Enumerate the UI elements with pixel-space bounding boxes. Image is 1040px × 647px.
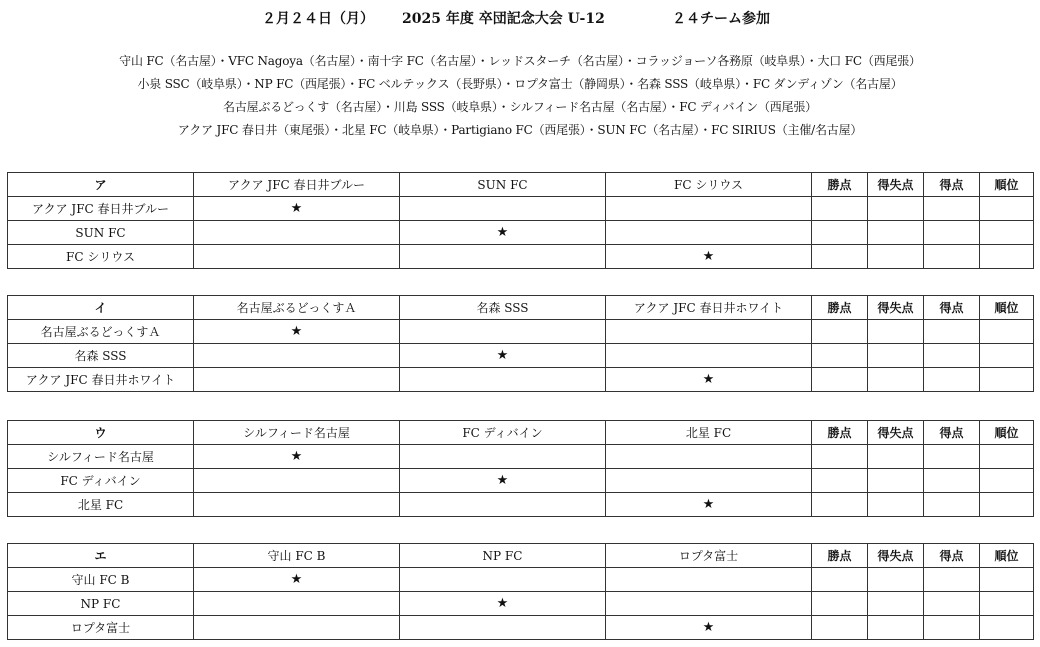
star-icon: ★ xyxy=(496,348,509,363)
stat-cell xyxy=(868,197,924,221)
column-team-name: 守山 FC B xyxy=(194,544,400,568)
row-team-name: アクア JFC 春日井ホワイト xyxy=(8,368,194,392)
group-name: イ xyxy=(8,296,194,320)
star-icon: ★ xyxy=(496,225,509,240)
row-team-name: SUN FC xyxy=(8,221,194,245)
stat-cell xyxy=(868,592,924,616)
stat-cell xyxy=(812,344,868,368)
stat-cell xyxy=(812,320,868,344)
row-team-name: NP FC xyxy=(8,592,194,616)
stat-cell xyxy=(980,493,1034,517)
self-match-star xyxy=(194,445,400,469)
column-team-name: FC ディバイン xyxy=(400,421,606,445)
column-team-name: SUN FC xyxy=(400,173,606,197)
table-row xyxy=(8,592,1034,616)
star-icon: ★ xyxy=(496,473,509,488)
self-match-star xyxy=(606,368,812,392)
stat-cell xyxy=(980,245,1034,269)
stat-header: 得点 xyxy=(924,421,980,445)
stat-header: 得失点 xyxy=(868,421,924,445)
row-team-name: アクア JFC 春日井ブルー xyxy=(8,197,194,221)
group-header-row xyxy=(8,173,1034,197)
stat-cell xyxy=(868,245,924,269)
row-team-name: 名森 SSS xyxy=(8,344,194,368)
group-header-row xyxy=(8,544,1034,568)
table-row xyxy=(8,493,1034,517)
row-team-name: 名古屋ぶるどっくすＡ xyxy=(8,320,194,344)
stat-cell xyxy=(812,616,868,640)
match-result-cell xyxy=(606,320,812,344)
stat-cell xyxy=(924,245,980,269)
match-result-cell xyxy=(606,221,812,245)
stat-header: 順位 xyxy=(980,173,1034,197)
group-table xyxy=(7,420,1034,517)
stat-cell xyxy=(980,592,1034,616)
match-result-cell xyxy=(606,197,812,221)
self-match-star xyxy=(606,493,812,517)
stat-cell xyxy=(812,197,868,221)
column-team-name: 名森 SSS xyxy=(400,296,606,320)
self-match-star xyxy=(400,469,606,493)
stat-cell xyxy=(812,245,868,269)
column-team-name: 北星 FC xyxy=(606,421,812,445)
stat-cell xyxy=(980,616,1034,640)
stat-cell xyxy=(924,197,980,221)
stat-cell xyxy=(868,616,924,640)
self-match-star xyxy=(606,616,812,640)
stat-cell xyxy=(868,368,924,392)
stat-cell xyxy=(924,320,980,344)
self-match-star xyxy=(194,197,400,221)
match-result-cell xyxy=(194,592,400,616)
stat-cell xyxy=(868,568,924,592)
stat-cell xyxy=(924,469,980,493)
stat-header: 勝点 xyxy=(812,421,868,445)
group-table xyxy=(7,295,1034,392)
stat-header: 得点 xyxy=(924,173,980,197)
stat-cell xyxy=(980,344,1034,368)
stat-cell xyxy=(924,368,980,392)
star-icon: ★ xyxy=(290,201,303,216)
stat-header: 勝点 xyxy=(812,173,868,197)
star-icon: ★ xyxy=(290,572,303,587)
teams-line: 小泉 SSC（岐阜県）・NP FC（西尾張）・FC ベルテックス（長野県）・ロプタ富士（静岡県）・名森 SSS（岐阜県）・FC ダンディゾン（名古屋） xyxy=(137,77,903,91)
stat-cell xyxy=(812,568,868,592)
table-row xyxy=(8,616,1034,640)
match-result-cell xyxy=(194,493,400,517)
match-result-cell xyxy=(400,445,606,469)
stat-header: 勝点 xyxy=(812,296,868,320)
self-match-star xyxy=(400,592,606,616)
group-header-row xyxy=(8,296,1034,320)
stat-cell xyxy=(868,445,924,469)
stat-cell xyxy=(980,221,1034,245)
match-result-cell xyxy=(400,368,606,392)
event-date: ２月２４日（月） xyxy=(262,11,374,27)
group-name: ア xyxy=(8,173,194,197)
match-result-cell xyxy=(400,320,606,344)
row-team-name: FC ディバイン xyxy=(8,469,194,493)
match-result-cell xyxy=(606,344,812,368)
participating-teams-list xyxy=(0,50,1040,142)
match-result-cell xyxy=(400,493,606,517)
column-team-name: FC シリウス xyxy=(606,173,812,197)
self-match-star xyxy=(400,344,606,368)
stat-header: 得失点 xyxy=(868,173,924,197)
self-match-star xyxy=(606,245,812,269)
match-result-cell xyxy=(194,245,400,269)
table-row xyxy=(8,197,1034,221)
match-result-cell xyxy=(606,445,812,469)
row-team-name: 守山 FC B xyxy=(8,568,194,592)
row-team-name: FC シリウス xyxy=(8,245,194,269)
self-match-star xyxy=(400,221,606,245)
match-result-cell xyxy=(194,344,400,368)
stat-cell xyxy=(924,221,980,245)
match-result-cell xyxy=(400,568,606,592)
stat-cell xyxy=(924,445,980,469)
star-icon: ★ xyxy=(702,497,715,512)
star-icon: ★ xyxy=(702,620,715,635)
stat-cell xyxy=(812,469,868,493)
stat-header: 得失点 xyxy=(868,544,924,568)
group-name: ウ xyxy=(8,421,194,445)
stat-cell xyxy=(980,368,1034,392)
group-table xyxy=(7,543,1034,640)
column-team-name: シルフィード名古屋 xyxy=(194,421,400,445)
row-team-name: ロプタ富士 xyxy=(8,616,194,640)
stat-cell xyxy=(868,344,924,368)
match-result-cell xyxy=(194,616,400,640)
stat-header: 順位 xyxy=(980,421,1034,445)
match-result-cell xyxy=(194,469,400,493)
row-team-name: シルフィード名古屋 xyxy=(8,445,194,469)
table-row xyxy=(8,320,1034,344)
table-row xyxy=(8,568,1034,592)
stat-cell xyxy=(980,320,1034,344)
column-team-name: 名古屋ぶるどっくすＡ xyxy=(194,296,400,320)
star-icon: ★ xyxy=(290,449,303,464)
stat-cell xyxy=(980,197,1034,221)
stat-header: 得失点 xyxy=(868,296,924,320)
page-header xyxy=(0,4,1040,28)
star-icon: ★ xyxy=(290,324,303,339)
stat-cell xyxy=(868,221,924,245)
stat-cell xyxy=(924,592,980,616)
stat-cell xyxy=(980,445,1034,469)
stat-header: 勝点 xyxy=(812,544,868,568)
teams-line: 守山 FC（名古屋）・VFC Nagoya（名古屋）・南十字 FC（名古屋）・レッドスターチ（名古屋）・コラッジョーソ各務原（岐阜県）・大口 FC（西尾張） xyxy=(119,54,921,68)
column-team-name: アクア JFC 春日井ブルー xyxy=(194,173,400,197)
stat-cell xyxy=(812,493,868,517)
table-row xyxy=(8,469,1034,493)
stat-cell xyxy=(812,368,868,392)
match-result-cell xyxy=(400,616,606,640)
match-result-cell xyxy=(400,197,606,221)
column-team-name: ロプタ富士 xyxy=(606,544,812,568)
stat-cell xyxy=(812,592,868,616)
teams-line: 名古屋ぶるどっくす（名古屋）・川島 SSS（岐阜県）・シルフィード名古屋（名古屋）・FC ディバイン（西尾張） xyxy=(223,100,817,114)
match-result-cell xyxy=(400,245,606,269)
column-team-name: NP FC xyxy=(400,544,606,568)
group-name: エ xyxy=(8,544,194,568)
match-result-cell xyxy=(194,221,400,245)
group-header-row xyxy=(8,421,1034,445)
column-team-name: アクア JFC 春日井ホワイト xyxy=(606,296,812,320)
star-icon: ★ xyxy=(496,596,509,611)
stat-cell xyxy=(868,469,924,493)
team-count: ２４チーム参加 xyxy=(672,11,770,27)
stat-cell xyxy=(868,493,924,517)
row-team-name: 北星 FC xyxy=(8,493,194,517)
teams-line: アクア JFC 春日井（東尾張）・北星 FC（岐阜県）・Partigiano FC（西尾張）・SUN FC（名古屋）・FC SIRIUS（主催/名古屋） xyxy=(177,123,863,137)
stat-cell xyxy=(924,493,980,517)
match-result-cell xyxy=(606,592,812,616)
table-row xyxy=(8,344,1034,368)
stat-cell xyxy=(980,568,1034,592)
table-row xyxy=(8,445,1034,469)
group-table xyxy=(7,172,1034,269)
stat-header: 順位 xyxy=(980,544,1034,568)
stat-header: 順位 xyxy=(980,296,1034,320)
table-row xyxy=(8,368,1034,392)
table-row xyxy=(8,221,1034,245)
stat-cell xyxy=(924,568,980,592)
match-result-cell xyxy=(606,469,812,493)
stat-header: 得点 xyxy=(924,544,980,568)
self-match-star xyxy=(194,320,400,344)
star-icon: ★ xyxy=(702,372,715,387)
stat-cell xyxy=(812,221,868,245)
stat-header: 得点 xyxy=(924,296,980,320)
stat-cell xyxy=(812,445,868,469)
match-result-cell xyxy=(194,368,400,392)
stat-cell xyxy=(924,344,980,368)
stat-cell xyxy=(980,469,1034,493)
self-match-star xyxy=(194,568,400,592)
star-icon: ★ xyxy=(702,249,715,264)
stat-cell xyxy=(924,616,980,640)
event-title: 2025 年度 卒団記念大会 U-12 xyxy=(402,11,605,27)
table-row xyxy=(8,245,1034,269)
match-result-cell xyxy=(606,568,812,592)
stat-cell xyxy=(868,320,924,344)
